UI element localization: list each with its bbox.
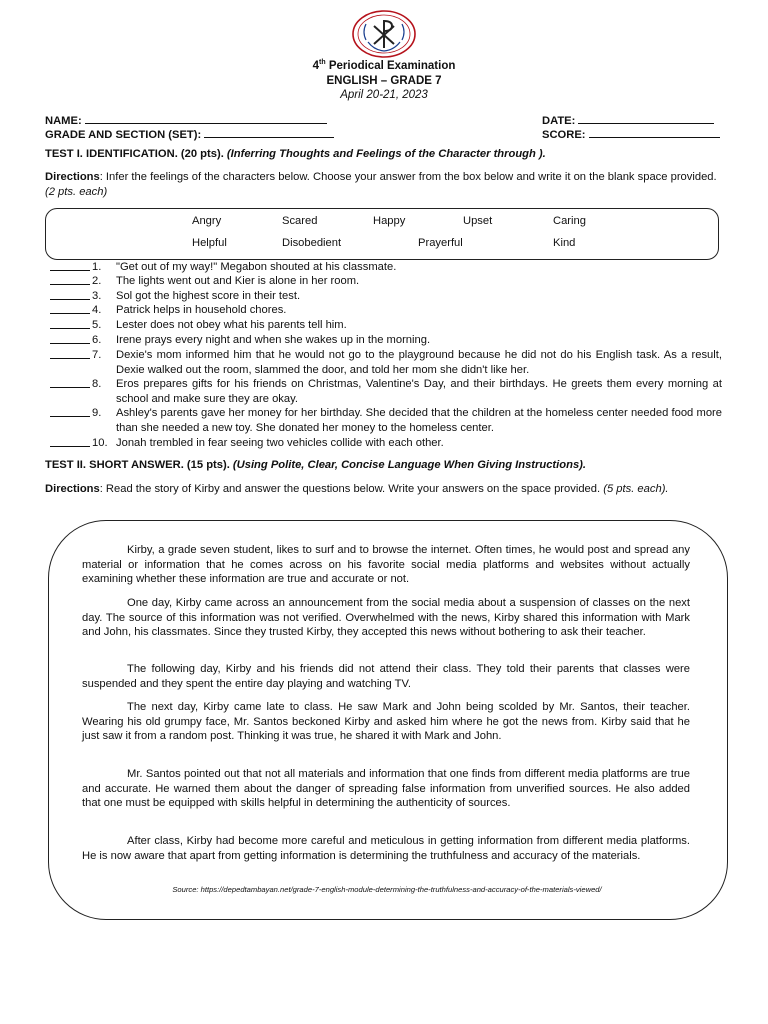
test1-directions: Directions: Infer the feelings of the characters below. Choose your answer from the box below and write it on the blank space provided. (2 pts. each) — [45, 171, 717, 198]
school-seal-icon — [352, 10, 416, 58]
story-paragraph: After class, Kirby had become more careful and meticulous in getting information from different media platforms. He is now aware that apart from getting information is determining the truthfulness and accuracy of the materials. — [82, 835, 690, 862]
answer-blank[interactable] — [50, 284, 90, 285]
choice-word: Prayerful — [418, 237, 463, 249]
answer-blank[interactable] — [50, 343, 90, 344]
grade-section-blank[interactable] — [204, 127, 334, 138]
answer-blank[interactable] — [50, 270, 90, 271]
date-blank[interactable] — [578, 113, 714, 124]
name-field: NAME: — [45, 113, 327, 127]
answer-blank[interactable] — [50, 299, 90, 300]
choice-word: Happy — [373, 215, 406, 227]
date-field: DATE: — [542, 113, 714, 127]
test1-heading: TEST I. IDENTIFICATION. (20 pts). (Inferring Thoughts and Feelings of the Character through ). — [45, 148, 546, 160]
score-blank[interactable] — [589, 127, 720, 138]
answer-blank[interactable] — [50, 446, 90, 447]
choice-word: Helpful — [192, 237, 227, 249]
answer-blank[interactable] — [50, 416, 90, 417]
test2-directions: Directions: Read the story of Kirby and answer the questions below. Write your answers on the space provided. (5 pts. each). — [45, 483, 669, 495]
choice-word: Disobedient — [282, 237, 342, 249]
choice-word: Scared — [282, 215, 318, 227]
name-blank[interactable] — [85, 113, 327, 124]
story-paragraph: The next day, Kirby came late to class. He saw Mark and John being scolded by Mr. Santos, their teacher. Wearing his old grumpy face, Mr. Santos beckoned Kirby and asked him where he got the news from. Kirby said that he just saw it from a random post. Thinking it was true, he shared it with Mark and John. — [82, 701, 690, 743]
choice-word: Kind — [553, 237, 576, 249]
answer-blank[interactable] — [50, 328, 90, 329]
choices-box — [45, 208, 719, 260]
story-paragraph: One day, Kirby came across an announcement from the social media about a suspension of classes on the next day. The source of this information was not verified. Overwhelmed with the news, Kirby shared this information with Mark and John, his classmates. Since they trusted Kirby, they accepted this news without bothering to ask their teacher. — [82, 597, 690, 639]
story-paragraph: Mr. Santos pointed out that not all materials and information that one finds from different media platforms are true and accurate. He warned them about the danger of spreading false information from unverified sources. He also added that one must be equipped with skills helpful in determining the authenticity of sources. — [82, 768, 690, 810]
choice-word: Caring — [553, 215, 586, 227]
subject-title: ENGLISH – GRADE 7 — [326, 75, 442, 87]
test2-heading: TEST II. SHORT ANSWER. (15 pts). (Using Polite, Clear, Concise Language When Giving Instructions). — [45, 459, 586, 471]
answer-blank[interactable] — [50, 358, 90, 359]
choice-word: Upset — [463, 215, 493, 227]
answer-blank[interactable] — [50, 387, 90, 388]
grade-section-field: GRADE AND SECTION (SET): — [45, 127, 334, 141]
answer-blank[interactable] — [50, 313, 90, 314]
story-paragraph: The following day, Kirby and his friends did not attend their class. They told their parents that classes were suspended and they spent the entire day playing and watching TV. — [82, 663, 690, 690]
exam-title: 4th Periodical Examination — [312, 59, 456, 72]
exam-date: April 20-21, 2023 — [340, 89, 428, 101]
score-field: SCORE: — [542, 127, 720, 141]
choice-word: Angry — [192, 215, 222, 227]
story-source: Source: https://depedtambayan.net/grade-7-english-module-determining-the-truthfulness-and-accuracy-of-the-materials-viewed/ — [172, 885, 602, 894]
story-paragraph: Kirby, a grade seven student, likes to surf and to browse the internet. Often times, he would post and spread any material or information that he comes across on his favorite social media platforms and websites without actually examining whether these information are true and accurate or not. — [82, 544, 690, 586]
